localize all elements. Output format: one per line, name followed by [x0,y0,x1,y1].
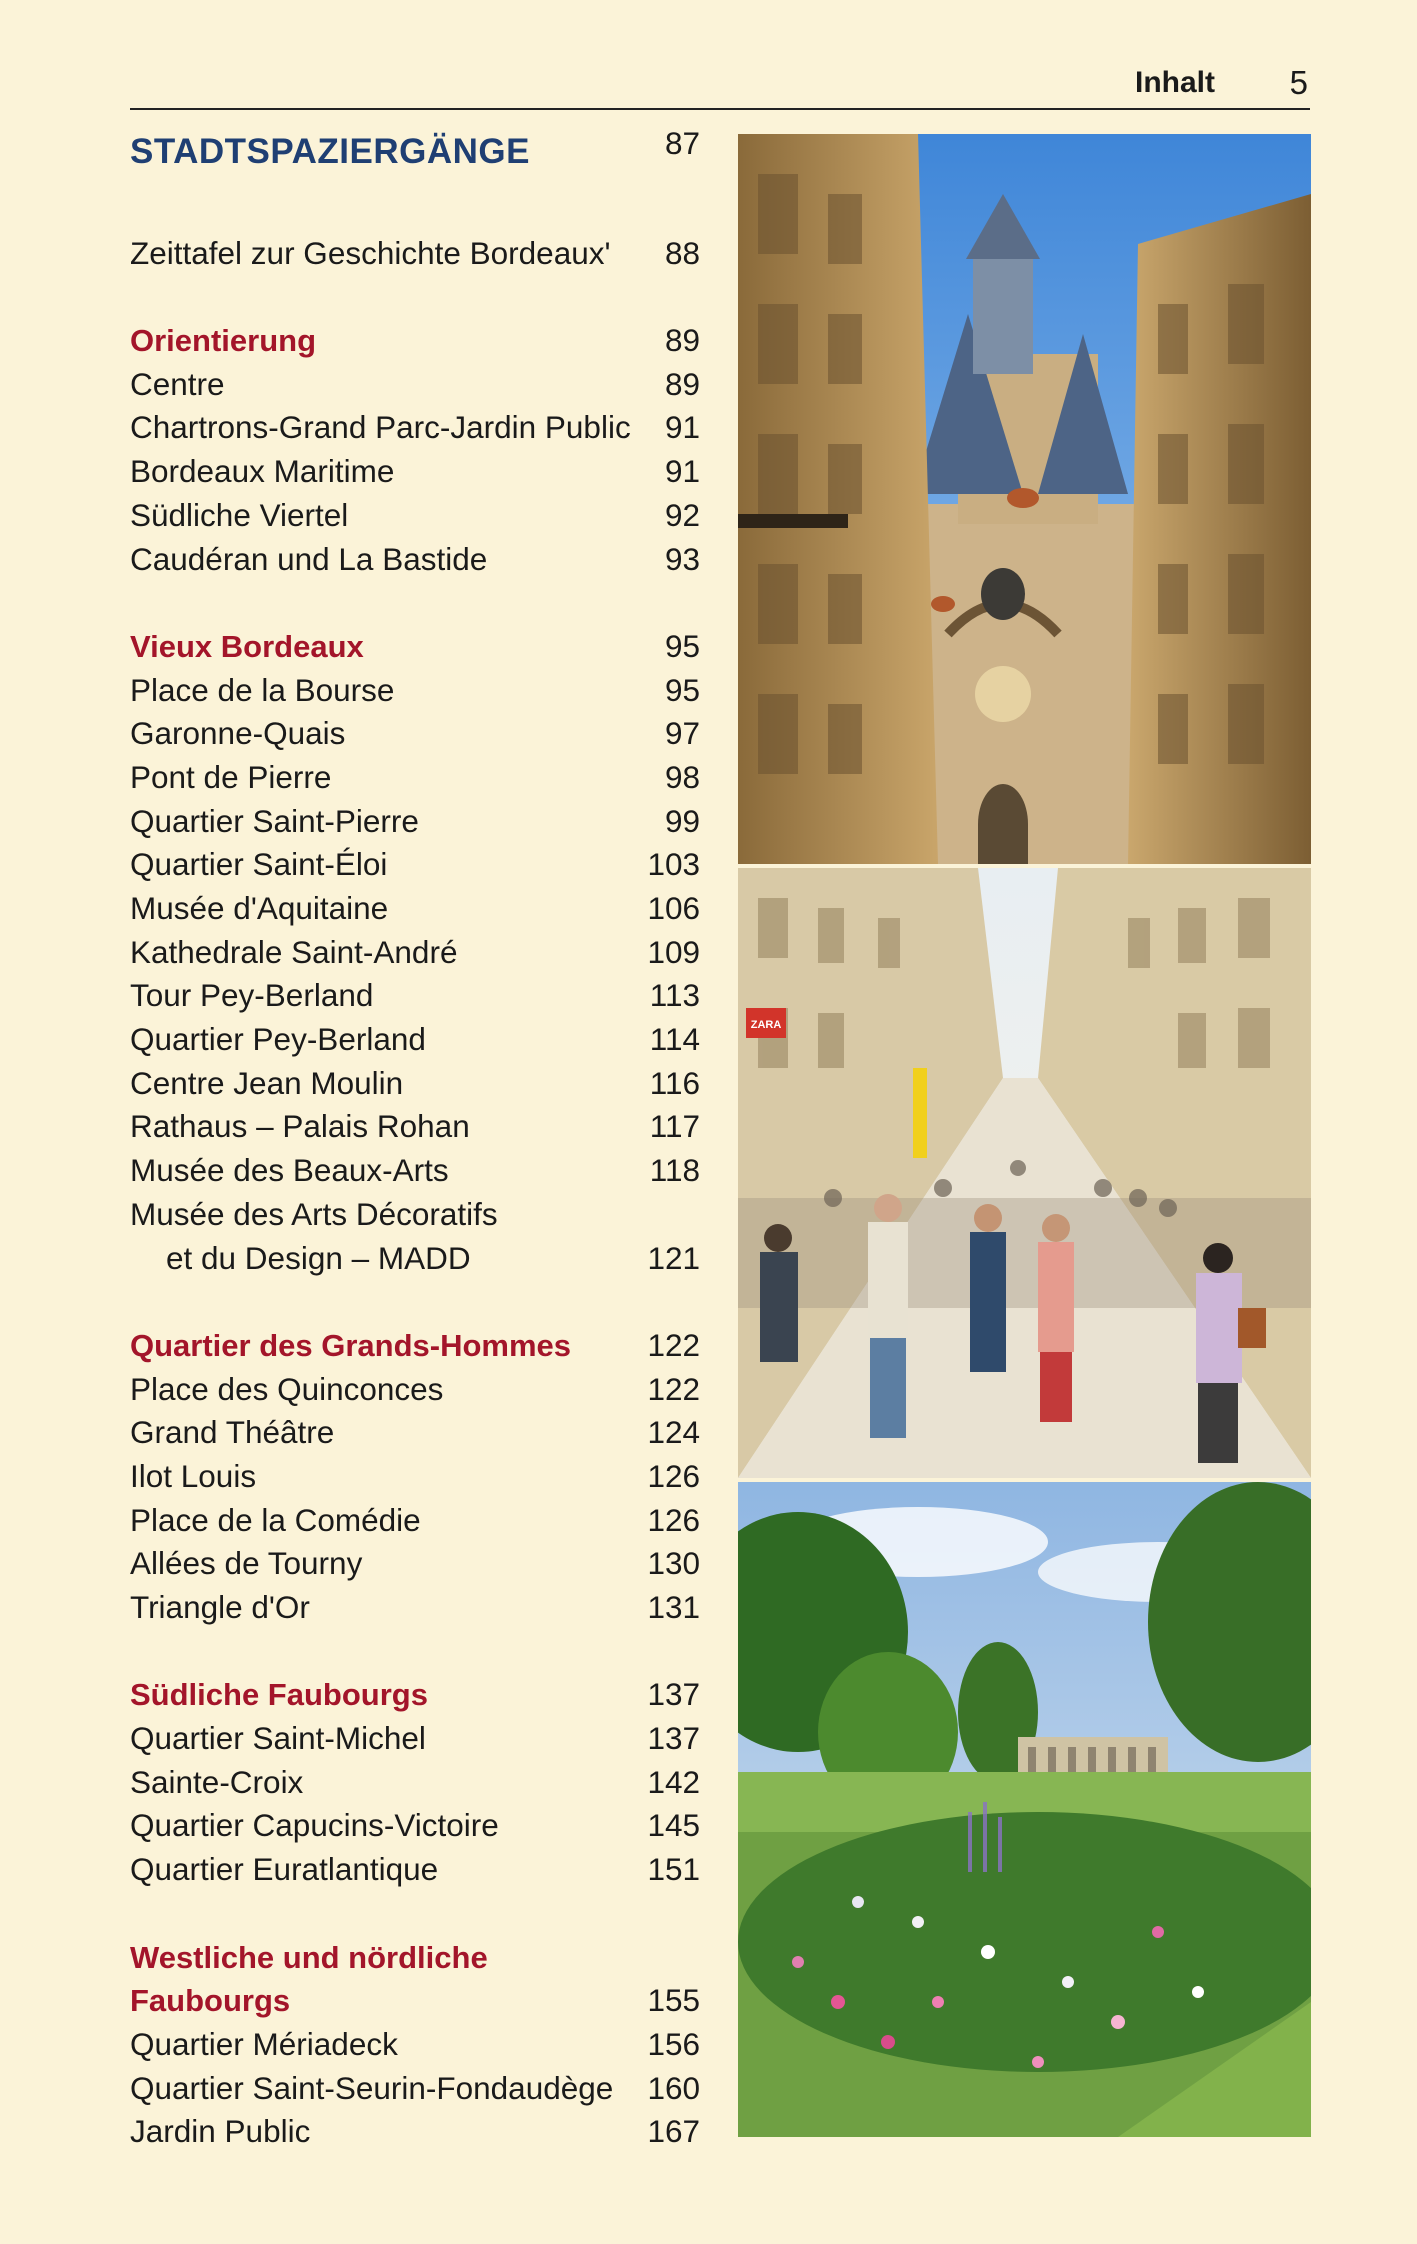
toc-entry[interactable] [130,363,700,407]
photo-jardin-public [738,1482,1311,2137]
toc-entry[interactable] [130,1848,700,1892]
toc-entry[interactable] [130,1542,700,1586]
toc-entry-page: 137 [647,1720,700,1757]
toc-entry[interactable] [130,1804,700,1848]
toc-entry-title: Quartier Mériadeck [130,2025,398,2062]
toc-entry-page: 126 [647,1501,700,1538]
toc-entry-page: 89 [664,322,700,359]
toc-entry-page: 142 [647,1763,700,1800]
toc-entry-title: Quartier Euratlantique [130,1851,439,1888]
toc-entry-page: 130 [647,1545,700,1582]
toc-entry-page: 103 [647,846,700,883]
toc-entry[interactable] [130,1149,700,1193]
toc-entry-title: Musée des Arts Décoratifs [130,1195,498,1232]
toc-entry[interactable] [130,669,700,713]
toc-entry-page: 116 [649,1064,700,1101]
toc-entry-title: Südliche Viertel [130,496,349,533]
toc-entry-title: Garonne-Quais [130,715,346,752]
toc-entry-title: Vieux Bordeaux [130,628,364,664]
toc-entry[interactable] [130,756,700,800]
toc-entry-title: Triangle d'Or [130,1589,310,1625]
photo-column [738,134,1311,2137]
toc-entry[interactable] [130,450,700,494]
toc-section-heading[interactable] [130,1979,700,2023]
toc-entry[interactable] [130,406,700,450]
toc-entry-page: 122 [647,1326,700,1363]
toc-entry-title: Quartier des Grands-Hommes [130,1327,572,1363]
toc-entry[interactable] [130,1105,700,1149]
chapter-page: 87 [664,125,700,161]
toc-entry-title: et du Design – MADD [166,1239,471,1276]
photo-grosse-cloche [738,134,1311,864]
toc-entry-page: 88 [664,234,700,271]
toc-entry[interactable] [130,1455,700,1499]
toc-entry-page: 99 [664,802,700,839]
toc-entry-title: Place des Quinconces [130,1370,444,1407]
toc-entry-title: Ilot Louis [130,1457,257,1494]
toc-entry-page: 109 [647,933,700,970]
toc-entry-title: Chartrons-Grand Parc-Jardin Public [130,409,631,446]
toc-entry[interactable] [130,1193,700,1237]
toc-entry-title: Bordeaux Maritime [130,453,395,490]
toc-entry[interactable] [130,800,700,844]
toc-entry[interactable] [130,1237,700,1281]
toc-entry-title: Kathedrale Saint-André [130,933,458,970]
toc-entry-page: 124 [647,1414,700,1451]
toc-entry-title: Place de la Comédie [130,1501,421,1538]
toc-entry[interactable] [130,887,700,931]
shop-sign: ZARA [750,1019,782,1031]
toc-entry-title: Centre Jean Moulin [130,1064,404,1101]
toc-entry-title: Allées de Tourny [130,1545,363,1582]
toc-entry-title: Westliche und nördliche [130,1939,488,1975]
toc-entry-title: Orientierung [130,323,317,359]
toc-entry-title: Quartier Saint-Michel [130,1720,426,1757]
toc-entry-title: Place de la Bourse [130,671,395,708]
toc-section-heading[interactable] [130,1673,700,1717]
toc-entry-page: 93 [664,540,700,577]
toc-entry-title: Pont de Pierre [130,758,332,795]
toc-spacer [130,1280,700,1324]
toc-entry-title: Südliche Faubourgs [130,1677,428,1713]
toc-entry-page: 155 [647,1982,700,2019]
toc-entry[interactable] [130,2067,700,2111]
toc-entry[interactable] [130,232,700,276]
toc-entry-page: 126 [647,1457,700,1494]
toc-entry-title: Tour Pey-Berland [130,977,374,1014]
toc-section-heading[interactable] [130,625,700,669]
toc-section-heading[interactable] [130,319,700,363]
toc-entry-page: 156 [647,2025,700,2062]
toc-entry-title: Jardin Public [130,2113,311,2150]
toc-entry-title: Quartier Saint-Pierre [130,802,419,839]
toc-entry[interactable] [130,494,700,538]
toc-entry-page: 117 [649,1108,700,1145]
page-header [130,62,1310,110]
toc-entry-page: 118 [649,1152,700,1189]
toc-entry[interactable] [130,974,700,1018]
toc-entry[interactable] [130,712,700,756]
toc-spacer [130,581,700,625]
toc-entry-title: Quartier Capucins-Victoire [130,1807,499,1844]
toc-section-heading[interactable] [130,1324,700,1368]
toc-entry-page: 98 [664,758,700,795]
page-number: 5 [1289,64,1308,101]
toc-entry-page: 121 [647,1239,700,1276]
toc-entry[interactable] [130,2110,700,2154]
chapter-heading[interactable] [130,125,700,188]
toc-entry-page: 91 [664,453,700,490]
toc-entry-page: 137 [647,1676,700,1713]
toc-entry-title: Quartier Saint-Éloi [130,846,388,883]
toc-section-heading[interactable] [130,1936,700,1980]
toc-entry-title: Musée des Beaux-Arts [130,1152,449,1189]
toc-entry[interactable] [130,1499,700,1543]
chapter-title: STADTSPAZIERGÄNGE [130,132,530,171]
photo-shopping-street [738,868,1311,1478]
toc-entry-page: 114 [649,1021,700,1058]
toc-spacer [130,275,700,319]
toc-entry-page: 113 [649,977,700,1014]
toc-entry-title: Rathaus – Palais Rohan [130,1108,470,1145]
toc-entry-title: Sainte-Croix [130,1763,304,1800]
toc-entry-page: 95 [664,671,700,708]
toc-spacer [130,1630,700,1674]
toc-entry[interactable] [130,1411,700,1455]
toc-entry-page: 167 [647,2113,700,2150]
toc-entry-page: 95 [664,627,700,664]
toc-entry-page: 151 [647,1851,700,1888]
toc-entry-title: Zeittafel zur Geschichte Bordeaux' [130,234,611,271]
toc-entry[interactable] [130,1717,700,1761]
toc-entry-title: Caudéran und La Bastide [130,540,488,577]
toc-entry-page: 131 [647,1589,700,1625]
toc-entry-title: Centre [130,365,225,402]
toc-entry-page: 89 [664,365,700,402]
toc-entry-page: 122 [647,1370,700,1407]
table-of-contents [130,125,700,2154]
toc-entry-title: Quartier Saint-Seurin-Fondaudège [130,2069,614,2106]
toc-entry[interactable] [130,2023,700,2067]
header-label: Inhalt [1135,66,1215,99]
toc-entry-title: Musée d'Aquitaine [130,890,389,926]
toc-entry-title: Grand Théâtre [130,1414,335,1451]
toc-spacer [130,188,700,232]
toc-entry-title: Faubourgs [130,1983,291,2019]
toc-entry[interactable] [130,538,700,582]
toc-spacer [130,1892,700,1936]
toc-entry-page: 91 [664,409,700,446]
toc-entry-page: 160 [647,2069,700,2106]
toc-entry[interactable] [130,1018,700,1062]
toc-entry-page: 97 [664,715,700,752]
toc-entry[interactable] [130,1761,700,1805]
toc-entry[interactable] [130,931,700,975]
toc-entry-page: 106 [647,890,700,926]
toc-entry[interactable] [130,1586,700,1630]
toc-entry[interactable] [130,1062,700,1106]
toc-entry[interactable] [130,843,700,887]
toc-entry-title: Quartier Pey-Berland [130,1021,426,1058]
toc-entry-page: 92 [664,496,700,533]
toc-entry[interactable] [130,1368,700,1412]
toc-entry-page: 145 [647,1807,700,1844]
